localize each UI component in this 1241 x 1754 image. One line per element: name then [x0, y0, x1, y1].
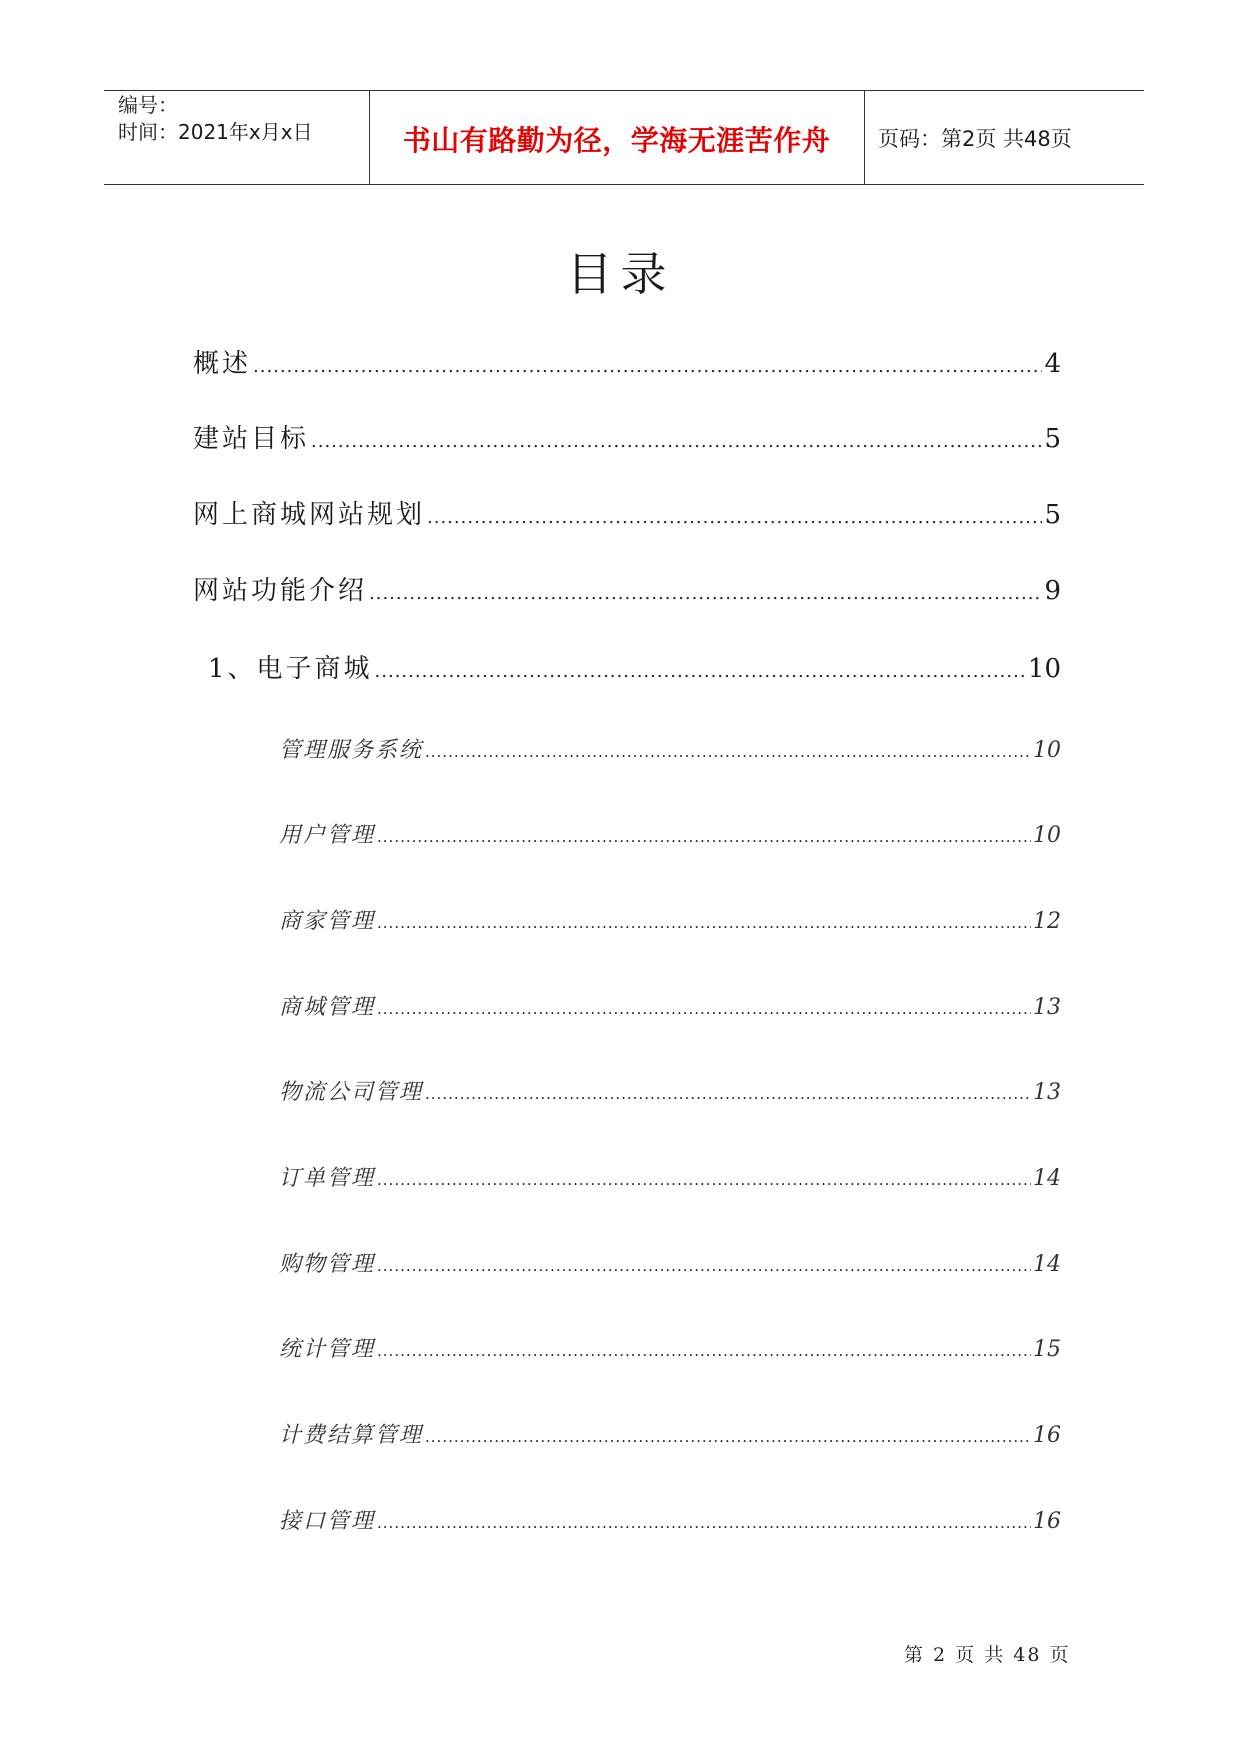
toc-entry-page: 14: [1033, 1166, 1061, 1191]
page-header: [104, 90, 1144, 185]
toc-entry-text: 管理服务系统: [279, 738, 424, 763]
toc-entry-text: 商城管理: [279, 995, 376, 1020]
toc-entry[interactable]: [279, 1418, 1061, 1449]
toc-entry-text: 物流公司管理: [279, 1080, 424, 1105]
toc-entry-page: 13: [1033, 995, 1061, 1020]
page-footer: 第 2 页 共 48 页: [904, 1644, 1071, 1666]
toc-entry[interactable]: [279, 818, 1061, 849]
toc-entry-page: 5: [1044, 500, 1061, 530]
toc-entry-text: 订单管理: [279, 1166, 376, 1191]
toc-entry-text: 计费结算管理: [279, 1423, 424, 1448]
number-label: 编号：: [118, 93, 178, 117]
toc-leader-dots: [375, 661, 1026, 682]
toc-entry[interactable]: [279, 990, 1061, 1021]
toc-entry-text: 网上商城网站规划: [193, 500, 426, 530]
time-label: 时间：2021年x月x日: [118, 120, 313, 144]
toc-entry-page: 13: [1033, 1080, 1061, 1105]
toc-entry-text: 建站目标: [193, 424, 310, 454]
toc-leader-dots: [377, 828, 1031, 846]
toc-leader-dots: [425, 1428, 1031, 1446]
toc-leader-dots: [369, 583, 1042, 604]
toc-leader-dots: [377, 914, 1031, 932]
toc-entry-text: 1、电子商城: [208, 654, 373, 684]
toc-entry-page: 15: [1033, 1337, 1061, 1362]
motto: 书山有路勤为径，学海无涯苦作舟: [402, 124, 831, 157]
toc-entry[interactable]: [193, 418, 1061, 455]
toc-entry-page: 12: [1033, 909, 1061, 934]
header-page-cell: [866, 91, 1144, 184]
toc-entry-text: 统计管理: [279, 1337, 376, 1362]
toc-entry[interactable]: [279, 1161, 1061, 1192]
toc-entry[interactable]: [279, 733, 1061, 764]
header-page-label: 页码：第2页 共48页: [878, 127, 1072, 151]
toc-entry[interactable]: [193, 570, 1061, 607]
toc-entry-text: 概述: [193, 349, 252, 379]
toc-leader-dots: [425, 1085, 1031, 1103]
toc-entry-page: 10: [1033, 823, 1061, 848]
header-meta-cell: [104, 91, 370, 184]
toc-entry[interactable]: [193, 343, 1061, 380]
toc-entry-page: 9: [1044, 576, 1061, 606]
toc-leader-dots: [377, 1342, 1031, 1360]
toc-leader-dots: [377, 1257, 1031, 1275]
toc-leader-dots: [427, 507, 1042, 528]
toc-leader-dots: [425, 743, 1031, 761]
toc-entry[interactable]: [279, 1332, 1061, 1363]
toc-entry[interactable]: [279, 1247, 1061, 1278]
toc-entry[interactable]: [279, 1504, 1061, 1535]
toc-entry[interactable]: [279, 904, 1061, 935]
toc-entry[interactable]: [208, 648, 1061, 685]
toc-entry-page: 10: [1033, 738, 1061, 763]
toc-entry-page: 16: [1033, 1509, 1061, 1534]
toc-leader-dots: [377, 1171, 1031, 1189]
toc-entry-page: 16: [1033, 1423, 1061, 1448]
toc-leader-dots: [377, 1000, 1031, 1018]
toc-leader-dots: [253, 356, 1042, 377]
toc-leader-dots: [377, 1514, 1031, 1532]
toc-entry[interactable]: [279, 1075, 1061, 1106]
header-motto-cell: [369, 91, 865, 184]
toc-entry-page: 5: [1044, 424, 1061, 454]
toc-entry-page: 10: [1027, 654, 1061, 684]
toc-entry-text: 购物管理: [279, 1252, 376, 1277]
toc-entry-page: 4: [1044, 349, 1061, 379]
toc-entry-text: 接口管理: [279, 1509, 376, 1534]
toc-entry-text: 网站功能介绍: [193, 576, 368, 606]
toc-entry-page: 14: [1033, 1252, 1061, 1277]
toc-entry-text: 商家管理: [279, 909, 376, 934]
toc-entry-text: 用户管理: [279, 823, 376, 848]
toc-title: 目录: [566, 247, 675, 301]
toc-leader-dots: [311, 431, 1042, 452]
toc-entry[interactable]: [193, 494, 1061, 531]
